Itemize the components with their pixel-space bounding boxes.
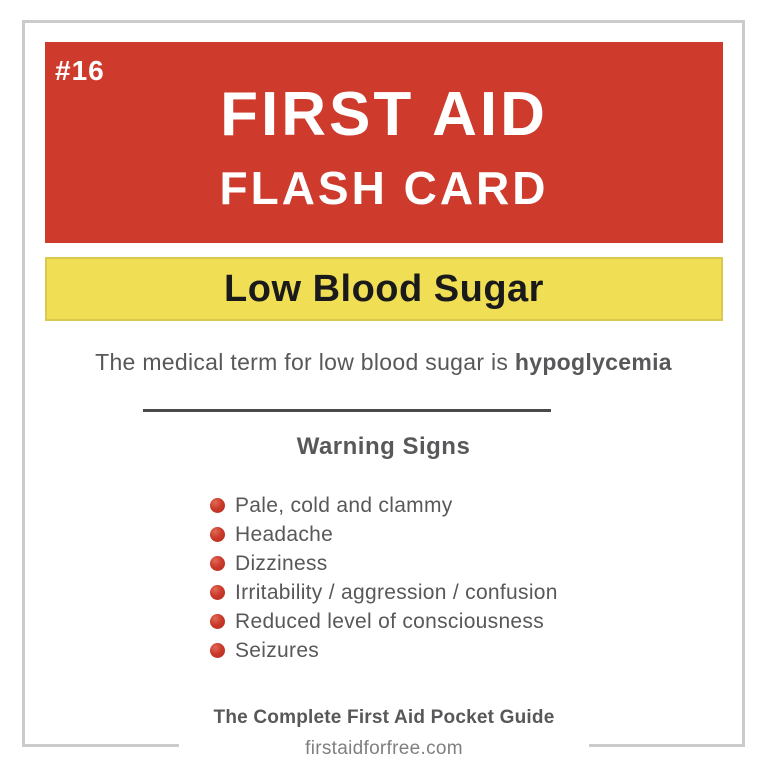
term-sentence	[25, 349, 742, 376]
red-bullet-icon	[210, 527, 225, 542]
warning-signs-list	[210, 491, 558, 665]
warning-list-item	[210, 636, 558, 665]
footer-guide-title: The Complete First Aid Pocket Guide	[213, 707, 555, 728]
warning-list-item	[210, 520, 558, 549]
section-divider	[143, 409, 551, 412]
warning-list-item-label: Reduced level of consciousness	[235, 609, 545, 633]
card-number: #16	[55, 55, 105, 86]
warning-list-item-label: Headache	[235, 522, 334, 546]
warning-list-item-label: Dizziness	[235, 551, 328, 575]
warning-list-item	[210, 549, 558, 578]
warning-list-item	[210, 491, 558, 520]
warning-list-item-label: Seizures	[235, 638, 320, 662]
card-footer	[179, 698, 589, 768]
red-bullet-icon	[210, 556, 225, 571]
header-title-line1: FIRST AID	[220, 80, 548, 149]
header-title-line2: FLASH CARD	[219, 162, 549, 214]
red-bullet-icon	[210, 614, 225, 629]
term-sentence-prefix: The medical term for low blood sugar is	[95, 349, 515, 375]
footer-website: firstaidforfree.com	[305, 738, 463, 759]
term-sentence-term: hypoglycemia	[514, 349, 672, 375]
warning-signs-heading: Warning Signs	[296, 433, 471, 460]
card-header	[45, 42, 723, 243]
warning-list-item-label: Pale, cold and clammy	[235, 493, 453, 517]
red-bullet-icon	[210, 585, 225, 600]
topic-band	[45, 257, 723, 321]
warning-list-item	[210, 607, 558, 636]
topic-title: Low Blood Sugar	[224, 267, 544, 310]
red-bullet-icon	[210, 643, 225, 658]
warning-list-item-label: Irritability / aggression / confusion	[235, 580, 558, 604]
warning-list-item	[210, 578, 558, 607]
red-bullet-icon	[210, 498, 225, 513]
card-frame	[22, 20, 745, 759]
